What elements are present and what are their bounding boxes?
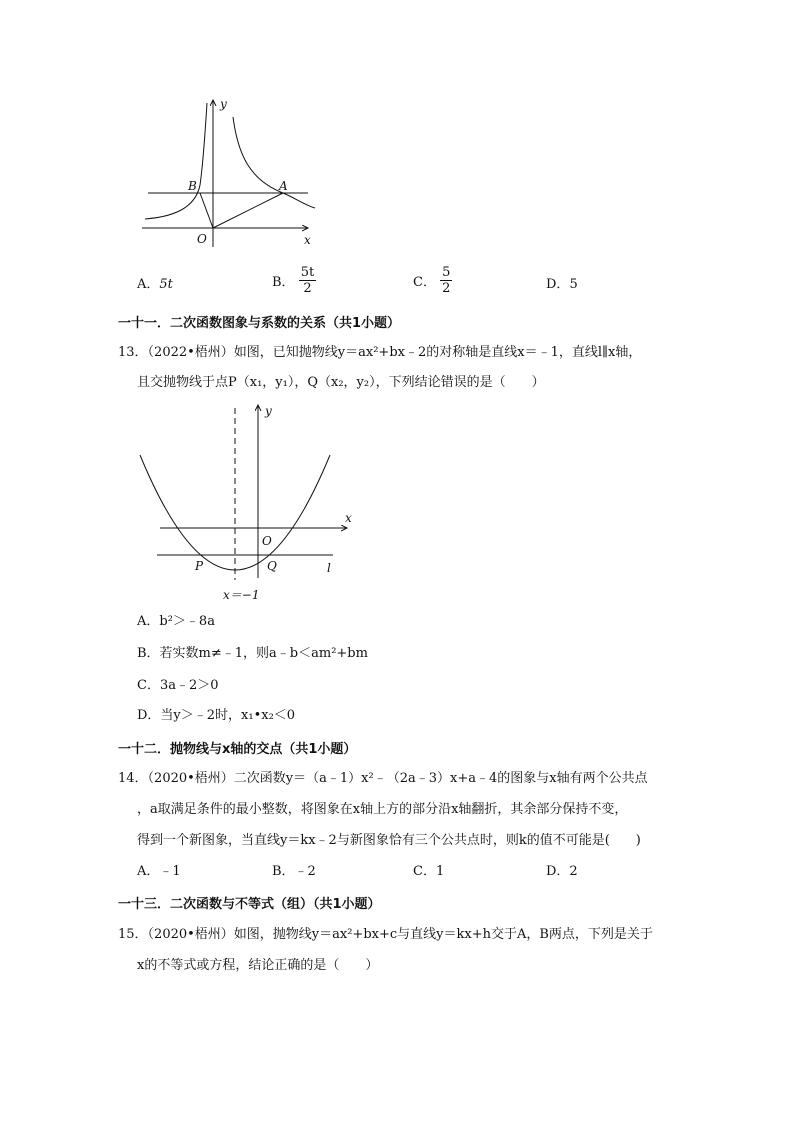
q14-option-d: D．2 xyxy=(546,864,578,879)
option-text: 5t xyxy=(159,277,173,292)
parabola-graph xyxy=(135,400,370,605)
q12-option-c xyxy=(413,265,452,296)
q12-option-a xyxy=(137,273,173,292)
fraction xyxy=(299,265,317,296)
question-14-line-2: ，a取满足条件的最小整数，将图象在x轴上方的部分沿x轴翻折，其余部分保持不变， xyxy=(137,802,628,817)
origin-label: O xyxy=(197,232,207,246)
numerator: 5t xyxy=(300,265,315,280)
question-15-line-2: x的不等式或方程，结论正确的是（ ） xyxy=(137,958,379,973)
hyperbola-graph xyxy=(140,95,325,250)
option-letter: D． xyxy=(546,277,570,292)
option-letter: A． xyxy=(137,277,160,292)
numerator: 5 xyxy=(442,265,451,280)
q14-option-b: B．﹣2 xyxy=(272,864,316,879)
q13-option-a: A．b²＞﹣8a xyxy=(137,614,215,629)
origin-label: O xyxy=(262,534,272,548)
q12-option-b xyxy=(272,265,316,296)
q13-option-b: B．若实数m≠﹣1，则a﹣b＜am²+bm xyxy=(137,646,368,661)
question-13-line-2: 且交抛物线于点P（x₁，y₁），Q（x₂，y₂），下列结论错误的是（ ） xyxy=(137,375,545,390)
section-heading: 一十二．抛物线与x轴的交点（共1小题） xyxy=(118,742,357,757)
left-hyperbola xyxy=(145,103,207,219)
q14-option-c: C．1 xyxy=(413,864,445,879)
x-label: x xyxy=(345,511,352,525)
point-q-label: Q xyxy=(267,559,277,573)
segment-oa xyxy=(213,193,283,228)
question-15-line-1: 15．（2020•梧州）如图，抛物线y＝ax²+bx+c与直线y＝kx+h交于A，B两点，下列是关于 xyxy=(118,927,653,942)
denominator: 2 xyxy=(303,281,312,296)
segment-ob xyxy=(200,193,213,228)
y-label: y xyxy=(220,97,227,111)
point-b-label: B xyxy=(188,179,197,193)
question-14-line-3: 得到一个新图象，当直线y＝kx﹣2与新图象恰有三个公共点时，则k的值不可能是( ) xyxy=(137,833,641,848)
denominator: 2 xyxy=(442,281,451,296)
right-hyperbola xyxy=(233,117,315,208)
q14-option-a: A．﹣1 xyxy=(137,864,181,879)
section-heading: 一十一．二次函数图象与系数的关系（共1小题） xyxy=(118,316,401,331)
option-text: 5 xyxy=(569,277,578,292)
x-label: x xyxy=(304,233,311,247)
y-label: y xyxy=(265,404,272,418)
fraction xyxy=(440,265,452,296)
option-letter: B． xyxy=(272,275,295,290)
symmetry-axis-label: x＝−1 xyxy=(223,588,260,602)
q13-option-c: C．3a﹣2＞0 xyxy=(137,678,219,693)
point-p-label: P xyxy=(195,559,204,573)
question-13-line-1: 13．（2022•梧州）如图，已知抛物线y＝ax²+bx﹣2的对称轴是直线x＝﹣1，直线l∥x轴， xyxy=(118,345,642,360)
point-a-label: A xyxy=(279,179,288,193)
line-l-label: l xyxy=(327,561,331,575)
q12-option-d xyxy=(546,273,578,292)
section-heading: 一十三．二次函数与不等式（组）（共1小题） xyxy=(118,897,381,912)
q13-option-d: D．当y＞﹣2时，x₁•x₂＜0 xyxy=(137,708,296,723)
option-letter: C． xyxy=(413,275,436,290)
question-14-line-1: 14．（2020•梧州）二次函数y＝（a﹣1）x²﹣（2a﹣3）x+a﹣4的图象与x轴有两个公共点 xyxy=(118,771,648,786)
